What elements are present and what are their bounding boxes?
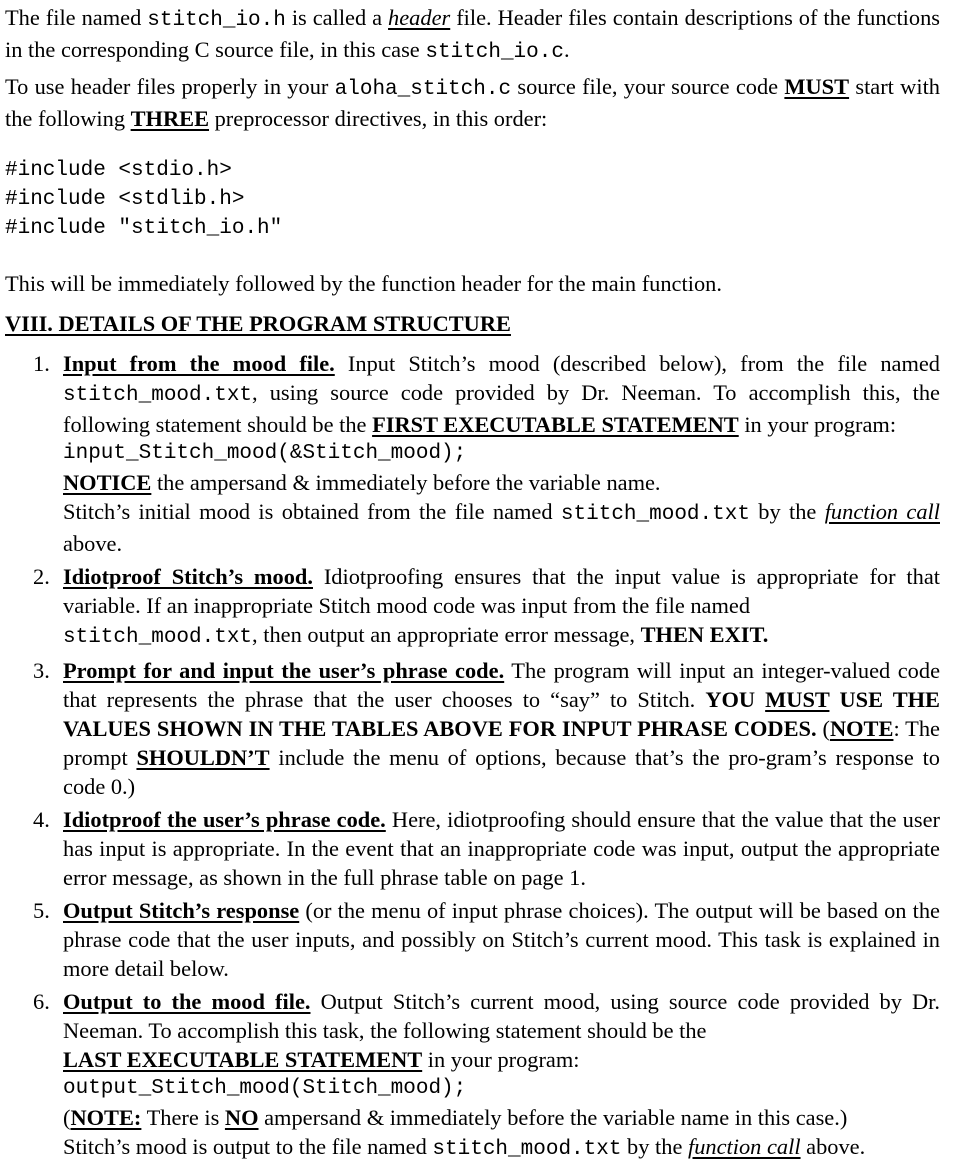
item-number: 3. <box>33 658 50 683</box>
code-statement: output_Stitch_mood(Stitch_mood); <box>63 1077 467 1100</box>
list-item: 5. Output Stitch’s response (or the menu of input phrase choices). The output will be based on the phrase code that the user inputs, and possibly on Stitch’s current mood. This task is explained in more detail below. <box>33 898 940 981</box>
item-number: 5. <box>33 898 50 923</box>
code-line: #include "stitch_io.h" <box>5 217 283 240</box>
item-title: Idiotproof the user’s phrase code. <box>63 807 386 832</box>
item-number: 6. <box>33 989 50 1014</box>
item-title: Output to the mood file. <box>63 989 311 1014</box>
section-heading: VIII. DETAILS OF THE PROGRAM STRUCTURE <box>5 311 511 336</box>
list-item: 1. Input from the mood file. Input Stitch’s mood (described below), from the file named stitch_mood.txt, using source code provided by Dr. Neeman. To accomplish this, the following statement should be the FIRST EXECUTABLE STATEMENT in your program: input_Stitch_mood(&Stitch_mood); NOTICE the ampersand & immediately before the variable name. Stitch’s initial mood is obtained from the file named stitch_mood.txt by the function call above. <box>33 351 941 556</box>
list-item: 6. Output to the mood file. Output Stitch’s current mood, using source code provided by Dr. Neeman. To accomplish this task, the following statement should be the LAST EXECUTABLE STATEMENT in your program: output_Stitch_mood(Stitch_mood); (NOTE: There is NO ampersand & immediately before the variable name in this case.) Stitch’s mood is output to the file named stitch_mood.txt by the function call above. <box>33 989 940 1161</box>
item-number: 4. <box>33 807 50 832</box>
item-number: 2. <box>33 564 50 589</box>
list-item: 4. Idiotproof the user’s phrase code. Here, idiotproofing should ensure that the value that the user has input is appropriate. In the event that an inappropriate code was input, output the appropriate error message, as shown in the full phrase table on page 1. <box>33 807 940 890</box>
code-statement: input_Stitch_mood(&Stitch_mood); <box>63 442 467 465</box>
item-title: Prompt for and input the user’s phrase code. <box>63 658 505 683</box>
intro-paragraph-header-files: The file named stitch_io.h is called a header file. Header files contain descriptions of the functions in the corresponding C source file, in this case stitch_io.c. <box>5 5 941 64</box>
intro-paragraph-main: This will be immediately followed by the function header for the main function. <box>5 271 722 296</box>
header-term: header <box>388 5 451 30</box>
item-title: Idiotproof Stitch’s mood. <box>63 564 313 589</box>
item-title: Input from the mood file. <box>63 351 335 376</box>
list-item: 3. Prompt for and input the user’s phrase code. The program will input an integer-valued code that represents the phrase that the user chooses to “say” to Stitch. YOU MUST USE THE VALUES SHOWN IN THE TABLES ABOVE FOR INPUT PHRASE CODES. (NOTE: The prompt SHOULDN’T include the menu of options, because that’s the pro-gram’s response to code 0.) <box>33 658 941 799</box>
include-code-block <box>5 156 282 243</box>
three-emphasis: THREE <box>130 106 210 131</box>
stitch-io-c-filename: stitch_io.c <box>425 41 564 64</box>
list-item: 2. Idiotproof Stitch’s mood. Idiotproofing ensures that the input value is appropriate for that variable. If an inappropriate Stitch mood code was input from the file named stitch_mood.txt, then output an appropriate error message, THEN EXIT. <box>33 564 940 649</box>
intro-paragraph-directives: To use header files properly in your aloha_stitch.c source file, your source code MUST start with the following THREE preprocessor directives, in this order: <box>5 74 940 131</box>
stitch-io-h-filename: stitch_io.h <box>147 9 286 32</box>
item-number: 1. <box>33 351 50 376</box>
program-structure-list <box>5 349 940 1164</box>
code-line: #include <stdlib.h> <box>5 188 245 211</box>
must-emphasis: MUST <box>784 74 850 99</box>
code-line: #include <stdio.h> <box>5 159 232 182</box>
item-title: Output Stitch’s response <box>63 898 300 923</box>
aloha-stitch-filename: aloha_stitch.c <box>334 78 512 101</box>
